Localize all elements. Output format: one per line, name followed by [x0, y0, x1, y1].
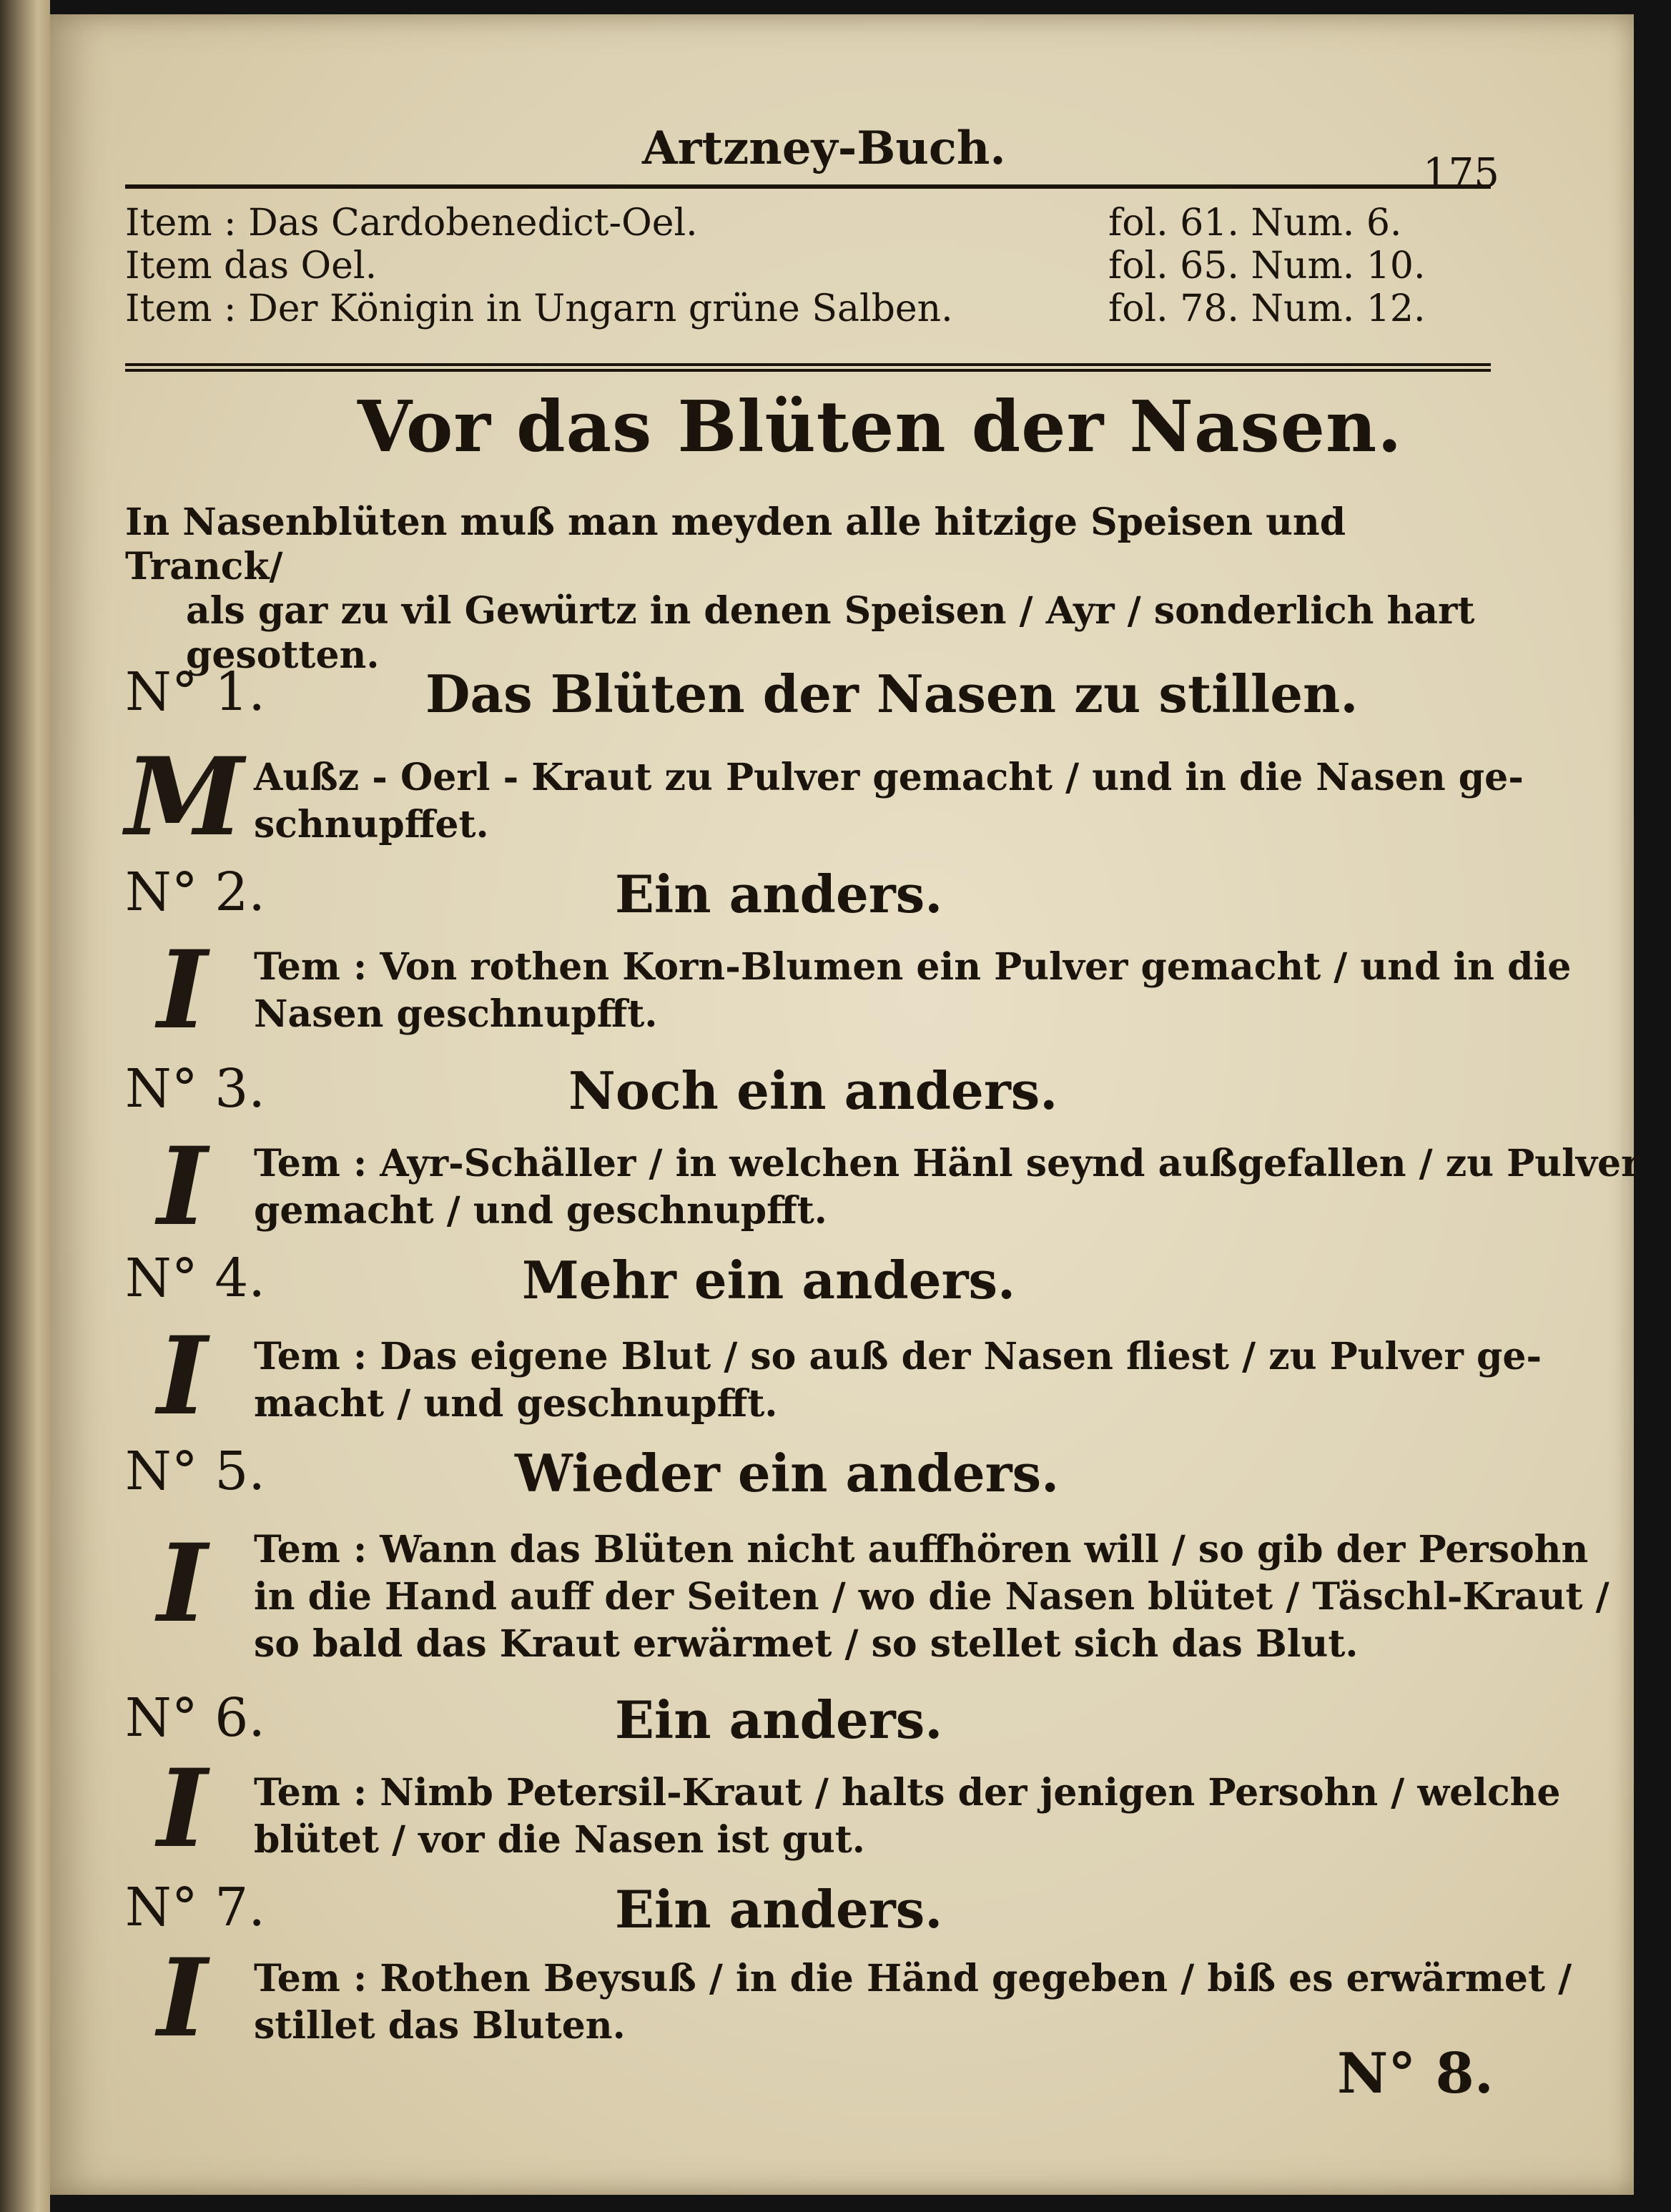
drop-cap: I	[157, 927, 208, 1053]
recipe-number: N° 4.	[125, 1248, 265, 1309]
section-title: Vor das Blüten der Nasen.	[358, 386, 1403, 468]
recipe-line: gemacht / und geschnupfft.	[254, 1189, 827, 1233]
recipe-line: schnupffet.	[254, 803, 489, 846]
intro-line: als gar zu vil Gewürtz in denen Speisen / Ayr / sonderlich hart	[186, 589, 1475, 633]
recipe-line: blütet / vor die Nasen ist gut.	[254, 1818, 865, 1862]
recipe-text	[254, 944, 1572, 1038]
reference-folio: fol. 65. Num. 10.	[1108, 245, 1426, 287]
reference-folio: fol. 61. Num. 6.	[1108, 202, 1402, 245]
drop-cap: I	[157, 1124, 208, 1250]
intro-line: In Nasenblüten muß man meyden alle hitzige Speisen und Tranck/	[125, 500, 1346, 588]
recipe-line: Tem : Rothen Beysuß / in die Händ gegeben / biß es erwärmet /	[254, 1957, 1572, 2000]
book-page	[50, 14, 1641, 2195]
recipe-number: N° 7.	[125, 1877, 265, 1938]
page-number: 175	[1423, 150, 1499, 197]
recipe-text	[254, 754, 1524, 849]
recipe-heading: Noch ein anders.	[568, 1060, 1058, 1121]
section-rule	[125, 369, 1491, 372]
recipe-line: stillet das Bluten.	[254, 2004, 626, 2048]
recipe-line: Tem : Ayr-Schäller / in welchen Hänl seynd außgefallen / zu Pulver	[254, 1142, 1641, 1185]
running-head: Artzney-Buch.	[642, 122, 1006, 175]
recipe-line: Tem : Nimb Petersil-Kraut / halts der jenigen Persohn / welche	[254, 1771, 1561, 1814]
drop-cap: M	[125, 734, 245, 860]
reference-line: Item : Der Königin in Ungarn grüne Salben.	[125, 287, 953, 330]
intro-line: gesotten.	[186, 633, 380, 677]
recipe-line: Nasen geschnupfft.	[254, 992, 658, 1036]
section-rule	[125, 363, 1491, 366]
recipe-heading: Mehr ein anders.	[522, 1250, 1016, 1310]
recipe-line: Tem : Wann das Blüten nicht auffhören will / so gib der Persohn	[254, 1528, 1589, 1571]
recipe-number: N° 6.	[125, 1687, 265, 1749]
drop-cap: I	[157, 1521, 208, 1646]
recipe-heading: Ein anders.	[615, 864, 943, 924]
recipe-heading: Wieder ein anders.	[515, 1443, 1060, 1504]
recipe-text	[254, 1526, 1610, 1668]
recipe-line: Tem : Das eigene Blut / so auß der Nasen fliest / zu Pulver ge-	[254, 1335, 1542, 1378]
recipe-line: so bald das Kraut erwärmet / so stellet sich das Blut.	[254, 1622, 1359, 1666]
drop-cap: I	[157, 1313, 208, 1439]
drop-cap: I	[157, 1746, 208, 1872]
facing-page-edge	[0, 0, 50, 2212]
recipe-heading: Ein anders.	[615, 1879, 943, 1940]
recipe-text	[254, 1140, 1641, 1235]
recipe-line: in die Hand auff der Seiten / wo die Nasen blütet / Täschl-Kraut /	[254, 1575, 1610, 1619]
reference-folio: fol. 78. Num. 12.	[1108, 287, 1426, 330]
intro-paragraph	[125, 500, 1484, 678]
recipe-line: Außz - Oerl - Kraut zu Pulver gemacht / und in die Nasen ge-	[254, 756, 1524, 799]
recipe-number: N° 2.	[125, 861, 265, 923]
recipe-heading: Das Blüten der Nasen zu stillen.	[425, 663, 1359, 724]
recipe-text	[254, 1955, 1572, 2050]
recipe-number: N° 3.	[125, 1058, 265, 1120]
recipe-number: N° 5.	[125, 1441, 265, 1502]
recipe-heading: Ein anders.	[615, 1689, 943, 1750]
recipe-number: N° 1.	[125, 661, 265, 723]
recipe-line: macht / und geschnupfft.	[254, 1382, 778, 1426]
reference-line: Item : Das Cardobenedict-Oel.	[125, 202, 698, 245]
reference-line: Item das Oel.	[125, 245, 378, 287]
catchword: N° 8.	[1337, 2041, 1494, 2106]
recipe-text	[254, 1333, 1542, 1428]
recipe-line: Tem : Von rothen Korn-Blumen ein Pulver gemacht / und in die	[254, 945, 1572, 989]
drop-cap: I	[157, 1935, 208, 2061]
recipe-text	[254, 1769, 1561, 1864]
top-rule	[125, 184, 1491, 189]
